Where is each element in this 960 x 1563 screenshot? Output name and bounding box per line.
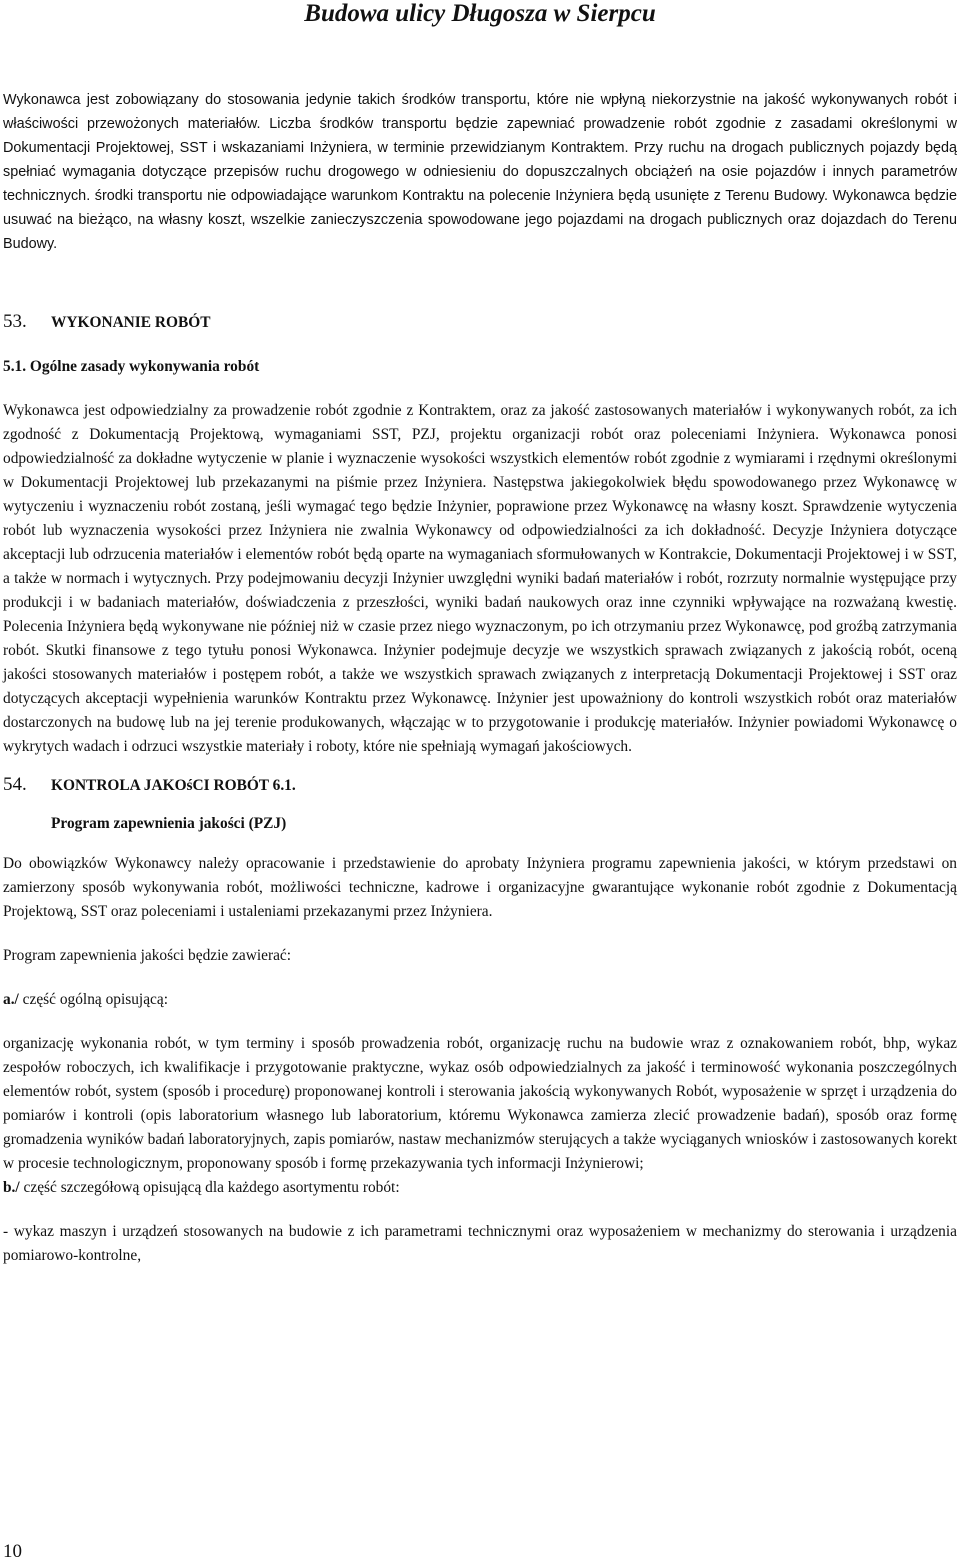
part-b-text: - wykaz maszyn i urządzeń stosowanych na budowie z ich parametrami technicznymi oraz wyposażeniem w mechanizmy do sterowania i urządzenia pomiarowo-kontrolne,: [3, 1223, 957, 1264]
page-header-title: Budowa ulicy Długosza w Sierpcu: [304, 0, 656, 27]
section-54-number: 54.: [3, 774, 27, 795]
part-a-heading: [3, 988, 957, 1012]
part-b-heading: [3, 1176, 957, 1200]
part-a-marker: a./: [3, 991, 19, 1008]
section-53-title: WYKONANIE ROBÓT: [51, 314, 211, 331]
section-53-heading: [3, 310, 957, 335]
page-number: 10: [3, 1541, 22, 1562]
transport-paragraph: Wykonawca jest zobowiązany do stosowania jedynie takich środków transportu, które nie wpłyną niekorzystnie na jakość wykonywanych robót i właściwości przewożonych materiałów. Liczba środków transportu będzie zapewniać prowadzenie robót zgodnie z zasadami określonymi w Dokumentacji Projektowej, SST i wskazaniami Inżyniera, w terminie przewidzianym Kontraktem. Przy ruchu na drogach publicznych pojazdy będą spełniać wymagania dotyczące przepisów ruchu drogowego w odniesieniu do dopuszczalnych obciążeń na osie pojazdów i innych parametrów technicznych. środki transportu nie odpowiadające warunkom Kontraktu na polecenie Inżyniera będą usunięte z Terenu Budowy. Wykonawca będzie usuwać na bieżąco, na własny koszt, wszelkie zanieczyszczenia spowodowane jego pojazdami na drogach publicznych oraz dojazdach do Terenu Budowy.: [3, 92, 957, 252]
pzj-heading: Program zapewnienia jakości (PZJ): [51, 815, 287, 832]
part-a-label: część ogólną opisującą:: [18, 991, 168, 1008]
part-b-label: część szczegółową opisującą dla każdego asortymentu robót:: [19, 1179, 400, 1196]
part-a-text: organizację wykonania robót, w tym terminy i sposób prowadzenia robót, organizację ruchu na budowie wraz z oznakowaniem robót, bhp, wykaz zespołów roboczych, ich kwalifikacje i przygotowanie praktyczne, wykaz osób odpowiedzialnych za jakość i terminowość wykonania poszczególnych elementów robót, system (sposób i procedurę) proponowanej kontroli i sterowania jakością wykonywanych Robót, wyposażenie w sprzęt i urządzenia do pomiarów i kontroli (opis laboratorium własnego lub laboratorium, któremu Wykonawca zamierza zlecić prowadzenie badań), sposób oraz formę gromadzenia wyników badań laboratoryjnych, zapis pomiarów, nastaw mechanizmów sterujących a także wyciąganych wniosków i zastosowanych korekt w procesie technologicznym, proponowany sposób i formę przekazywania tych informacji Inżynierowi;: [3, 1035, 957, 1172]
section-53-paragraph: Wykonawca jest odpowiedzialny za prowadzenie robót zgodnie z Kontraktem, oraz za jakość zastosowanych materiałów i wykonywanych robót, za ich zgodność z Dokumentacją Projektową, wymaganiami SST, PZJ, projektu organizacji robót oraz poleceniami Inżyniera. Wykonawca ponosi odpowiedzialność za dokładne wytyczenie w planie i wyznaczenie wysokości wszystkich elementów robót zgodnie z wymiarami i rzędnymi określonymi w Dokumentacji Projektowej lub przekazanymi na piśmie przez Inżyniera. Następstwa jakiegokolwiek błędu spowodowanego przez Wykonawcę w wytyczeniu i wyznaczeniu robót zostaną, jeśli wymagać tego będzie Inżynier, poprawione przez Wykonawcę na własny koszt. Sprawdzenie wytyczenia robót lub wyznaczenia wysokości przez Inżyniera nie zwalnia Wykonawcy od odpowiedzialności za ich dokładność. Decyzje Inżyniera dotyczące akceptacji lub odrzucenia materiałów i elementów robót będą oparte na wymaganiach sformułowanych w Kontrakcie, Dokumentacji Projektowej i w SST, a także w normach i wytycznych. Przy podejmowaniu decyzji Inżynier uwzględni wyniki badań materiałów i robót, rozrzuty normalnie występujące przy produkcji i w badaniach materiałów, doświadczenia z przeszłości, wyniki badań naukowych oraz inne czynniki wpływające na rozważaną kwestię. Polecenia Inżyniera będą wykonywane nie później niż w czasie przez niego wyznaczonym, po ich otrzymaniu przez Wykonawcę, pod groźbą zatrzymania robót. Skutki finansowe z tego tytułu ponosi Wykonawca. Inżynier podejmuje decyzje we wszystkich sprawach związanych z jakością robót, oceną jakości stosowanych materiałów i postępem robót, a także we wszystkich sprawach związanych z interpretacją Dokumentacji Projektowej i SST oraz dotyczących akceptacji wypełnienia warunków Kontraktu przez Wykonawcę. Inżynier jest upoważniony do kontroli wszystkich robót oraz materiałów dostarczonych na budowę lub na jej terenie produkowanych, włączając w to przygotowanie i produkcję materiałów. Inżynier powiadomi Wykonawcę o wykrytych wadach i odrzuci wszystkie materiały i roboty, które nie spełniają wymagań jakościowych.: [3, 402, 957, 755]
document-body: [3, 88, 957, 1268]
pzj-paragraph: Do obowiązków Wykonawcy należy opracowanie i przedstawienie do aprobaty Inżyniera programu zapewnienia jakości, w którym przedstawi on zamierzony sposób wykonywania robót, możliwości techniczne, kadrowe i organizacyjne gwarantujące wykonanie robót zgodnie z Dokumentacją Projektową, SST oraz poleceniami i ustaleniami przekazanymi przez Inżyniera.: [3, 855, 957, 920]
part-b-marker: b./: [3, 1179, 20, 1196]
section-54-heading: [3, 773, 957, 798]
section-5-1-heading: 5.1. Ogólne zasady wykonywania robót: [3, 358, 260, 375]
section-53-number: 53.: [3, 311, 27, 332]
section-54-title: KONTROLA JAKOśCI ROBÓT 6.1.: [51, 777, 296, 794]
program-intro: Program zapewnienia jakości będzie zawierać:: [3, 947, 292, 964]
